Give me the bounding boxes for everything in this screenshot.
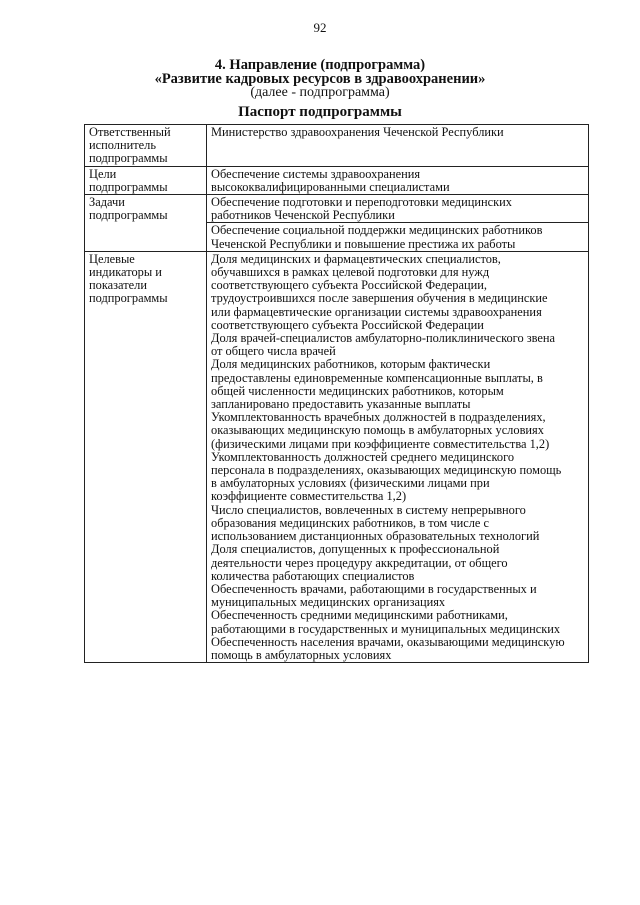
tasks-value-line: работников Чеченской Республики [211,208,395,223]
indicator-line: общей численности медицинских работников, которым [211,383,504,398]
tasks-label-line: Задачи [89,195,125,210]
indicator-line: Число специалистов, вовлеченных в систему непрерывного [211,502,526,517]
executor-label-line: подпрограммы [89,151,168,166]
indicator-line: соответствующего субъекта Российской Федерации [211,317,484,332]
indicator-line: Доля медицинских и фармацевтических специалистов, [211,251,501,266]
indicator-line: деятельности через процедуру аккредитации, от общего [211,555,508,570]
executor-label-line: исполнитель [89,138,156,153]
indicator-line: от общего числа врачей [211,344,336,359]
indicator-line: запланировано предоставить указанные выплаты [211,397,471,412]
indicators-label-line: показатели [89,278,147,293]
indicators-label-line: подпрограммы [89,291,168,306]
executor-label-line: Ответственный [89,125,171,139]
executor-label [85,125,207,167]
indicators-label-line: индикаторы и [89,265,162,280]
passport-table [84,124,589,663]
indicator-line: использованием дистанционных образовательных технологий [211,529,540,544]
indicators-label-line: Целевые [89,251,135,266]
indicator-line: Доля специалистов, допущенных к профессиональной [211,542,500,557]
indicator-line: образования медицинских работников, в том числе с [211,515,489,530]
heading-line-1: 4. Направление (подпрограмма) [214,57,426,73]
indicator-line: соответствующего субъекта Российской Федерации, [211,278,487,293]
goals-value-line: высококвалифицированными специалистами [211,179,450,194]
indicator-line: или фармацевтические организации системы здравоохранения [211,304,542,319]
indicator-line: трудоустроившихся после завершения обучения в медицинские [211,291,548,306]
heading-line-3: (далее - подпрограмма) [250,85,390,100]
indicator-line: Доля врачей-специалистов амбулаторно-поликлинического звена [211,331,556,346]
executor-value [207,125,589,167]
indicator-line: предоставлены единовременные компенсационные выплаты, в [211,370,543,385]
indicator-line: Обеспеченность населения врачами, оказывающими медицинскую [211,634,565,649]
indicator-line: помощь в амбулаторных условиях [211,647,392,662]
indicators-row [85,251,589,662]
tasks-value-line: Чеченской Республики и повышение престижа их работы [211,236,516,251]
indicator-line: муниципальных медицинских организациях [211,595,446,610]
passport-title: Паспорт подпрограммы [238,104,402,120]
tasks-label [85,195,207,252]
indicator-line: в амбулаторных условиях (физическими лицами при [211,476,490,491]
indicator-line: Укомплектованность врачебных должностей в подразделениях, [211,410,546,425]
goals-value-line: Обеспечение системы здравоохранения [211,166,421,181]
tasks-value-line: Обеспечение подготовки и переподготовки медицинских [211,195,512,210]
executor-value-line: Министерство здравоохранения Чеченской Республики [211,125,504,139]
goals-value [207,166,589,194]
tasks-label-line: подпрограммы [89,208,168,223]
indicators-label [85,251,207,662]
goals-label-line: Цели [89,166,117,181]
indicator-line: Укомплектованность должностей среднего медицинского [211,449,515,464]
indicator-line: Доля медицинских работников, которым фактически [211,357,491,372]
tasks-value-2 [207,223,589,251]
indicator-line: Обеспеченность средними медицинскими работниками, [211,608,508,623]
indicator-line: количества работающих специалистов [211,568,415,583]
indicator-line: Обеспеченность врачами, работающими в государственных и [211,581,537,596]
indicator-line: коэффициенте совместительства 1,2) [211,489,407,504]
indicator-line: оказывающих медицинскую помощь в амбулаторных условиях [211,423,544,438]
indicator-line: работающими в государственных и муниципальных медицинских [211,621,561,636]
subprogram-heading [0,58,640,100]
indicator-line: персонала в подразделениях, оказывающих медицинскую помощь [211,463,562,478]
goals-label [85,166,207,194]
indicators-value [207,251,589,662]
indicator-line: обучавшихся в рамках целевой подготовки для нужд [211,265,490,280]
indicator-line: (физическими лицами при коэффициенте совместительства 1,2) [211,436,550,451]
page-number: 92 [313,20,327,35]
heading-line-2: «Развитие кадровых ресурсов в здравоохранении» [154,71,486,87]
goals-label-line: подпрограммы [89,179,168,194]
tasks-value-line: Обеспечение социальной поддержки медицинских работников [211,223,543,238]
tasks-value-1 [207,195,589,223]
executor-row [85,125,589,167]
goals-row [85,166,589,194]
tasks-row [85,195,589,223]
